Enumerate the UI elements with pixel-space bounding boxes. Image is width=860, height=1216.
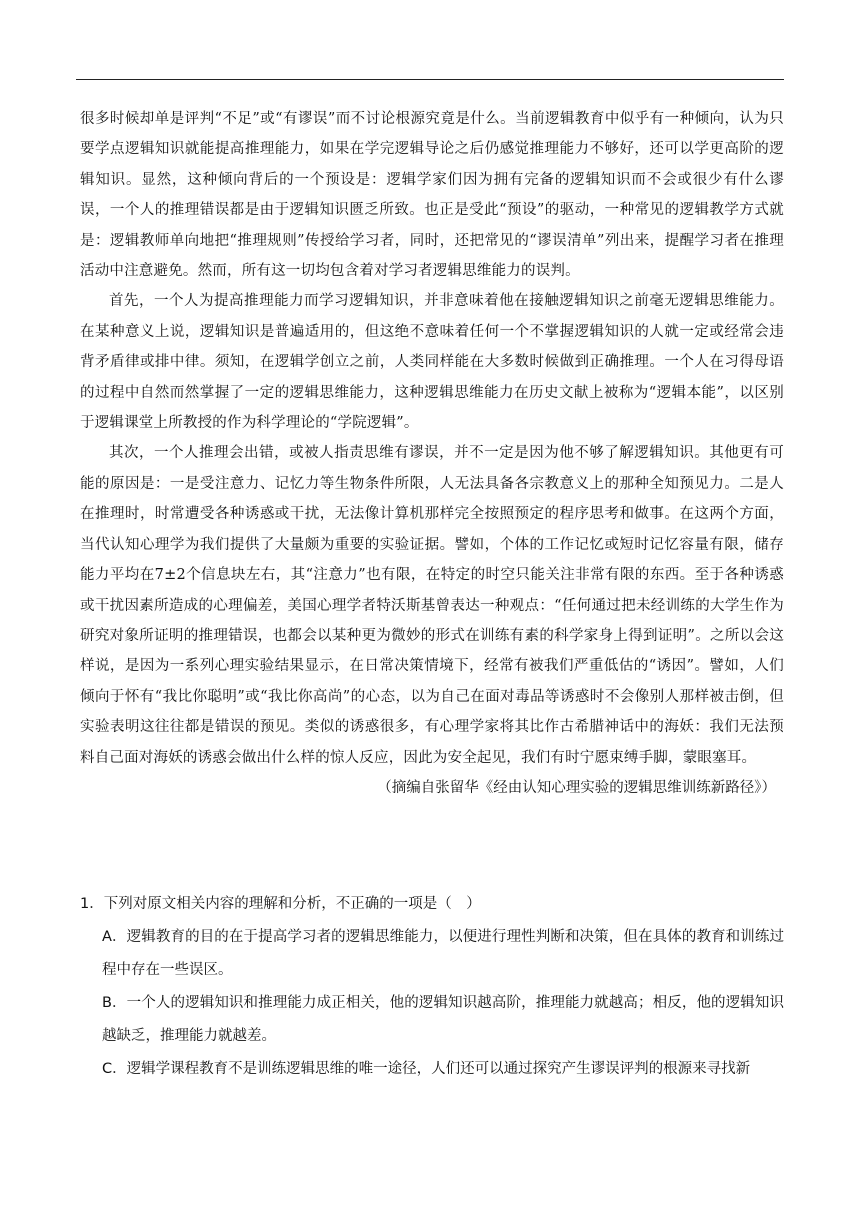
question-1 — [80, 888, 784, 1086]
header-rule — [76, 79, 784, 80]
question-1-option-b: B．一个人的逻辑知识和推理能力成正相关，他的逻辑知识越高阶，推理能力就越高；相反，他的逻辑知识越缺乏，推理能力就越差。 — [102, 995, 784, 1044]
passage-paragraph-2: 首先，一个人为提高推理能力而学习逻辑知识，并非意味着他在接触逻辑知识之前毫无逻辑思维能力。在某种意义上说，逻辑知识是普遍适用的，但这绝不意味着任何一个不掌握逻辑知识的人就一定或经常会违背矛盾律或排中律。须知，在逻辑学创立之前，人类同样能在大多数时候做到正确推理。一个人在习得母语的过程中自然而然掌握了一定的逻辑思维能力，这种逻辑思维能力在历史文献上被称为“逻辑本能”，以区别于逻辑课堂上所教授的作为科学理论的“学院逻辑”。 — [80, 293, 784, 432]
question-1-stem: 1．下列对原文相关内容的理解和分析，不正确的一项是（ ） — [80, 896, 481, 912]
passage-source: （摘编自张留华《经由认知心理实验的逻辑思维训练新路径》） — [377, 779, 776, 796]
passage-paragraph-3: 其次，一个人推理会出错，或被人指责思维有谬误，并不一定是因为他不够了解逻辑知识。其他更有可能的原因是：一是受注意力、记忆力等生物条件所限，人无法具备各宗教意义上的那种全知预见力。二是人在推理时，时常遭受各种诱惑或干扰，无法像计算机那样完全按照预定的程序思考和做事。在这两个方面，当代认知心理学为我们提供了大量颇为重要的实验证据。譬如，个体的工作记忆或短时记忆容量有限，储存能力平均在7±2个信息块左右，其“注意力”也有限，在特定的时空只能关注非常有限的东西。至于各种诱惑或干扰因素所造成的心理偏差，美国心理学者特沃斯基曾表达一种观点：“任何通过把未经训练的大学生作为研究对象所证明的推理错误，也都会以某种更为微妙的形式在训练有素的科学家身上得到证明”。之所以会这样说，是因为一系列心理实验结果显示，在日常决策情境下，经常有被我们严重低估的“诱因”。譬如，人们倾向于怀有“我比你聪明”或“我比你高尚”的心态，以为自己在面对毒品等诱惑时不会像别人那样被击倒，但实验表明这往往都是错误的预见。类似的诱惑很多，有心理学家将其比作古希腊神话中的海妖：我们无法预料自己面对海妖的诱惑会做出什么样的惊人反应，因此为安全起见，我们有时宁愿束缚手脚，蒙眼塞耳。 — [80, 445, 784, 766]
passage — [80, 104, 784, 803]
question-1-option-a: A．逻辑教育的目的在于提高学习者的逻辑思维能力，以便进行理性判断和决策，但在具体的教育和训练过程中存在一些误区。 — [102, 929, 784, 978]
question-1-option-c: C．逻辑学课程教育不是训练逻辑思维的唯一途径，人们还可以通过探究产生谬误评判的根源来寻找新 — [102, 1061, 751, 1077]
passage-paragraph-1: 很多时候却单是评判“不足”或“有谬误”而不讨论根源究竟是什么。当前逻辑教育中似乎有一种倾向，认为只要学点逻辑知识就能提高推理能力，如果在学完逻辑导论之后仍感觉推理能力不够好，还可以学更高阶的逻辑知识。显然，这种倾向背后的一个预设是：逻辑学家们因为拥有完备的逻辑知识而不会或很少有什么谬误，一个人的推理错误都是由于逻辑知识匮乏所致。也正是受此“预设”的驱动，一种常见的逻辑教学方式就是：逻辑教师单向地把“推理规则”传授给学习者，同时，还把常见的“谬误清单”列出来，提醒学习者在推理活动中注意避免。然而，所有这一切均包含着对学习者逻辑思维能力的误判。 — [80, 111, 784, 280]
